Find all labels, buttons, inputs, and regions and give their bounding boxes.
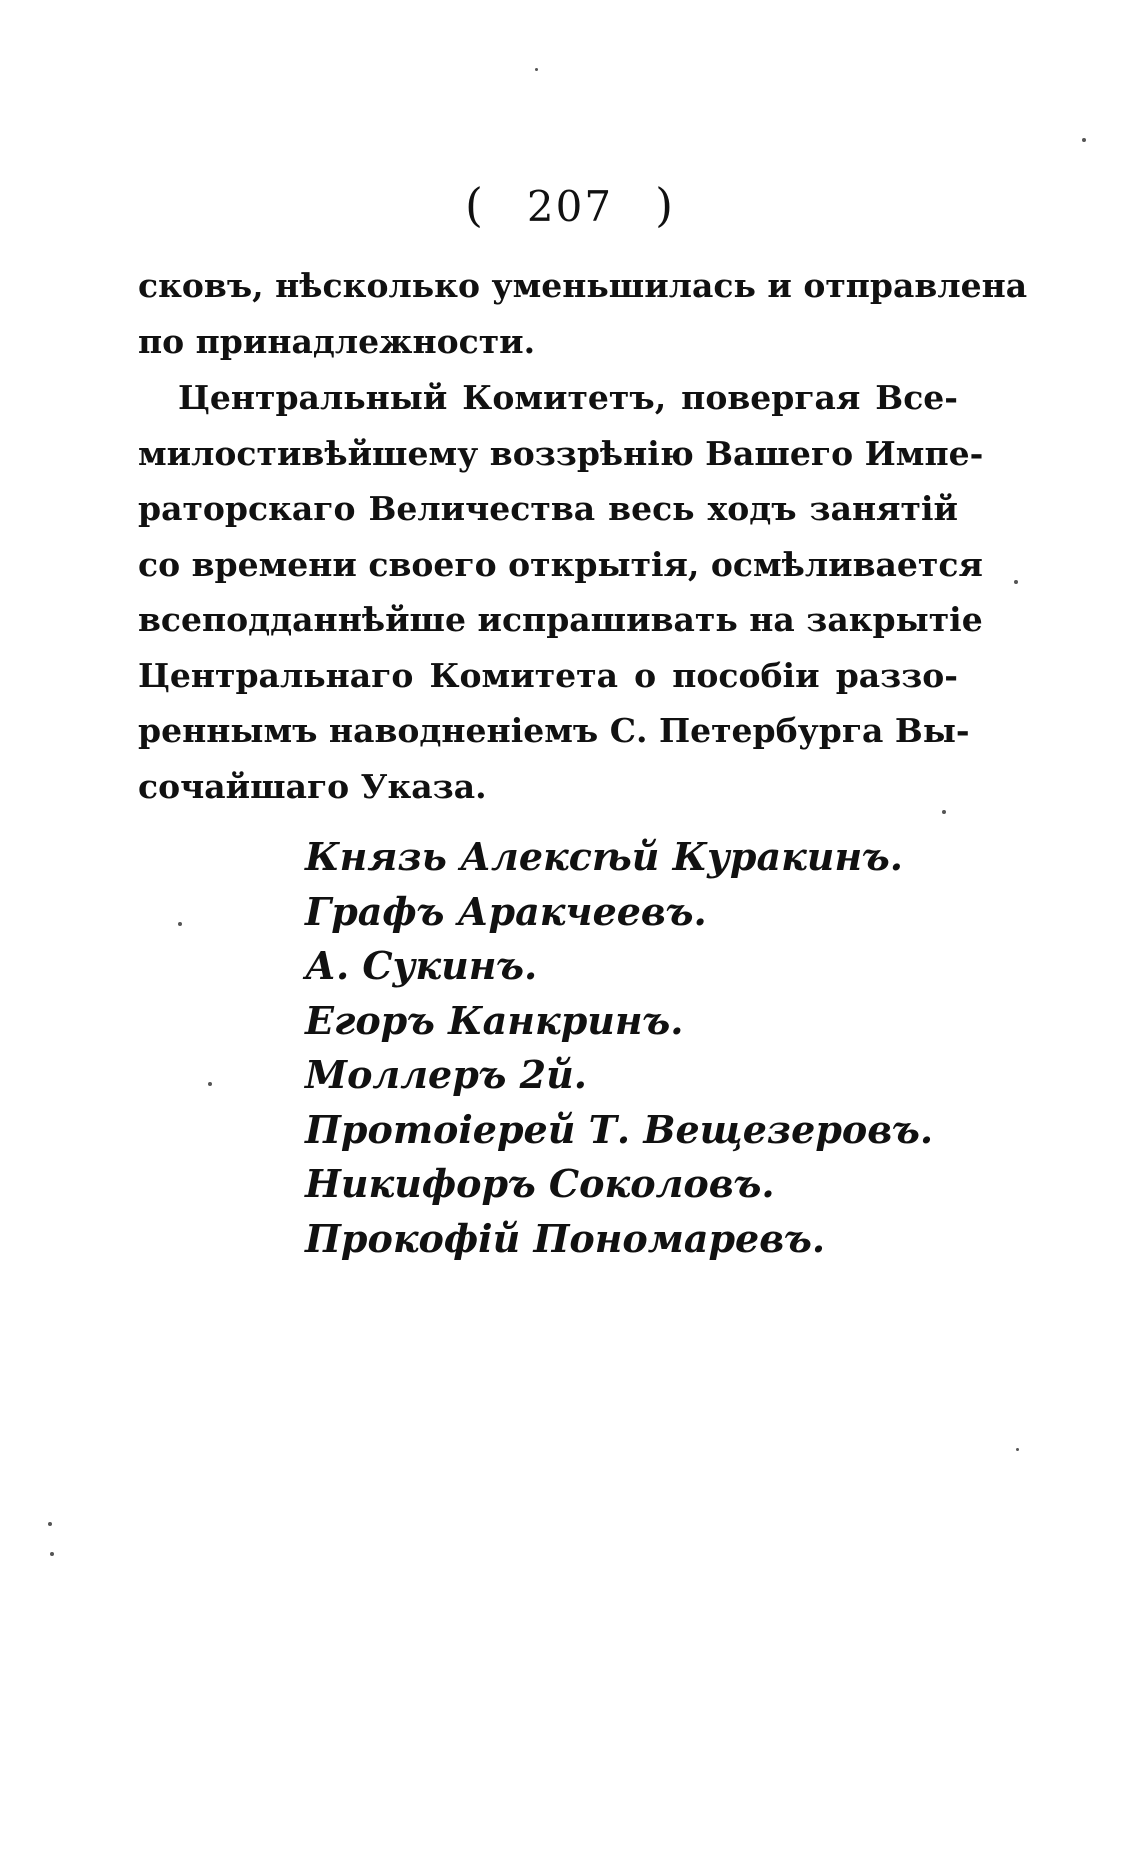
paragraph-line: реннымъ наводненіемъ С. Петербурга Вы-	[138, 711, 970, 750]
page-number-close-paren: )	[655, 178, 676, 232]
scan-speck	[48, 1522, 52, 1526]
signature-line: Протоіерей Т. Вещезеровъ.	[305, 1106, 934, 1152]
paragraph-main	[138, 370, 984, 814]
page-number-value: 207	[526, 182, 614, 231]
page-number-open-paren: (	[464, 178, 485, 232]
paragraph-continuation	[138, 258, 1028, 369]
paragraph-line: Центральный Комитетъ, повергая Все-	[178, 378, 958, 417]
scan-speck	[942, 810, 946, 814]
paragraph-line: сковъ, нѣсколько уменьшилась и отправлена	[138, 266, 1028, 305]
paragraph-line: всеподданнѣйше испрашивать на закрытіе	[138, 600, 983, 639]
scan-speck	[535, 68, 538, 71]
scan-speck	[1014, 580, 1018, 584]
scan-speck	[208, 1082, 212, 1086]
page-number	[0, 178, 1140, 232]
signature-line: Графъ Аракчеевъ.	[305, 888, 707, 934]
signature-line: Моллеръ 2й.	[305, 1052, 587, 1097]
paragraph-line: сочайшаго Указа.	[138, 766, 487, 806]
signature-line: Егоръ Канкринъ.	[305, 997, 684, 1043]
paragraph-line: со времени своего открытія, осмѣливается	[138, 544, 983, 584]
signature-line: Князь Алексѣй Куракинъ.	[305, 834, 903, 879]
paragraph-line: по принадлежности.	[138, 321, 536, 361]
paragraph-line: Центральнаго Комитета о пособіи раззо-	[138, 655, 958, 695]
signature-line: Никифоръ Соколовъ.	[305, 1161, 775, 1206]
scan-speck	[50, 1552, 54, 1556]
scan-speck	[1082, 138, 1086, 142]
paragraph-line: милостивѣйшему воззрѣнію Вашего Импе-	[138, 433, 984, 473]
signature-list	[305, 830, 933, 1266]
signature-line: А. Сукинъ.	[305, 943, 538, 988]
scan-speck	[1016, 1448, 1019, 1451]
scan-speck	[178, 922, 182, 926]
signature-line: Прокофій Пономаревъ.	[305, 1215, 826, 1261]
paragraph-line: раторскаго Величества весь ходъ занятій	[138, 489, 958, 528]
